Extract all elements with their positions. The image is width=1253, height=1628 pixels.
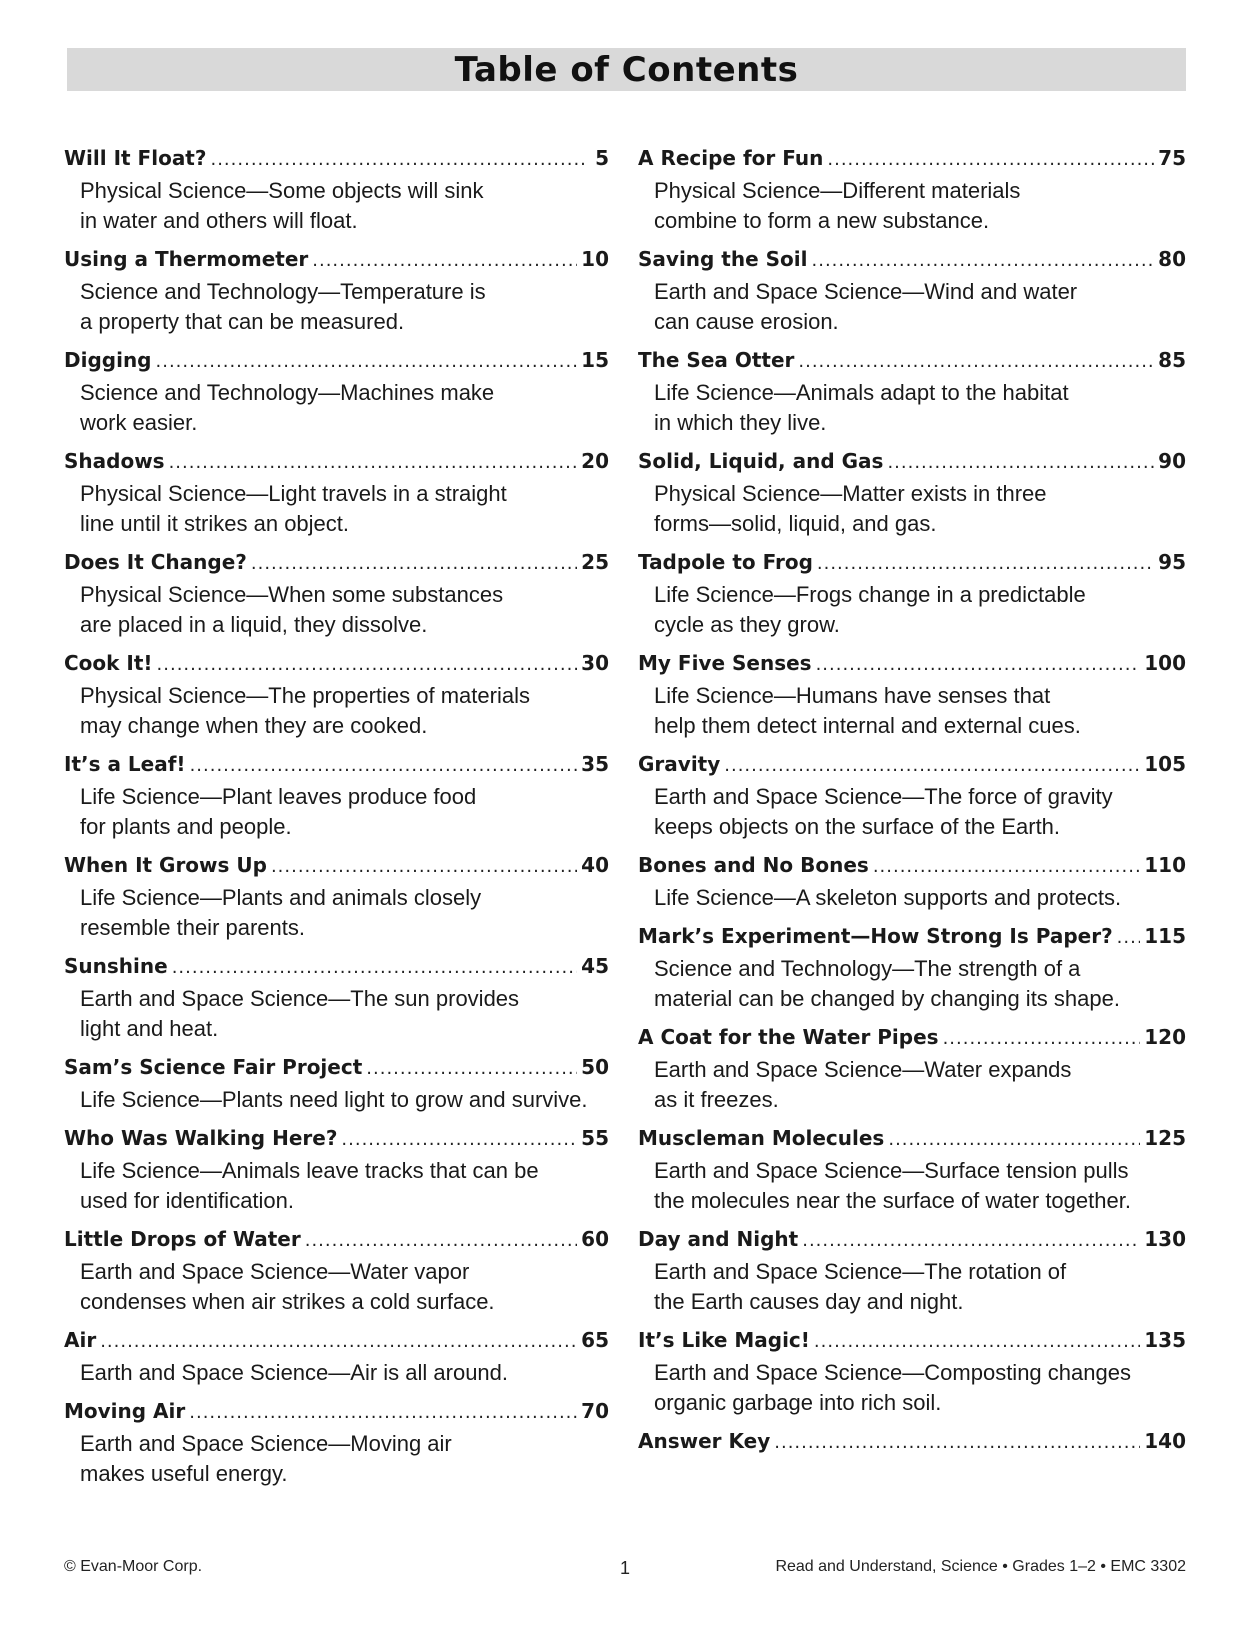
toc-entry-title: Muscleman Molecules [638, 1126, 885, 1150]
toc-entry-page: 110 [1144, 853, 1186, 877]
toc-entry-title: Day and Night [638, 1227, 799, 1251]
toc-entry-description-line: light and heat. [80, 1016, 219, 1041]
toc-entry-heading [64, 550, 609, 580]
toc-entry [64, 853, 609, 943]
toc-entry-title: Does It Change? [64, 550, 247, 574]
toc-entry-description-line: Physical Science—Light travels in a straight [80, 481, 507, 506]
toc-entry [64, 1328, 609, 1388]
toc-entry-heading [638, 752, 1186, 782]
toc-entry-heading [64, 1328, 609, 1358]
dot-leader [172, 957, 577, 978]
dot-leader [341, 1129, 577, 1150]
toc-entry-page: 30 [581, 651, 609, 675]
toc-entry-description-line: Earth and Space Science—The rotation of [654, 1259, 1067, 1284]
dot-leader [190, 755, 578, 776]
toc-entry-description-line: Earth and Space Science—Surface tension pulls [654, 1158, 1129, 1183]
toc-entry-title: A Coat for the Water Pipes [638, 1025, 939, 1049]
toc-entry-description [638, 580, 1186, 640]
toc-entry-description [638, 378, 1186, 438]
toc-entry [64, 146, 609, 236]
toc-entry-heading [64, 752, 609, 782]
toc-entry [64, 1055, 609, 1115]
toc-entry [638, 348, 1186, 438]
toc-entry-description [64, 984, 609, 1044]
toc-entry [64, 752, 609, 842]
toc-entry [638, 247, 1186, 337]
toc-entry-page: 75 [1158, 146, 1186, 170]
dot-leader [1117, 927, 1141, 948]
toc-entry-description-line: used for identification. [80, 1188, 295, 1213]
dot-leader [100, 1331, 577, 1352]
toc-entry-description-line: material can be changed by changing its shape. [654, 986, 1120, 1011]
toc-entry-page: 95 [1158, 550, 1186, 574]
toc-entry-description [64, 883, 609, 943]
toc-entry [638, 146, 1186, 236]
toc-entry-description-line: Physical Science—The properties of materials [80, 683, 530, 708]
toc-entry-description [638, 1055, 1186, 1115]
toc-entry-heading [638, 1328, 1186, 1358]
toc-entry-description-line: Life Science—Humans have senses that [654, 683, 1051, 708]
toc-entry-page: 100 [1144, 651, 1186, 675]
toc-entry-heading [64, 348, 609, 378]
toc-entry-description-line: makes useful energy. [80, 1461, 288, 1486]
dot-leader [943, 1028, 1141, 1049]
dot-leader [271, 856, 577, 877]
toc-entry-title: Tadpole to Frog [638, 550, 813, 574]
toc-entry-page: 15 [581, 348, 609, 372]
toc-entry-description [638, 782, 1186, 842]
toc-entry-page: 80 [1158, 247, 1186, 271]
toc-entry-heading [638, 1429, 1186, 1459]
toc-entry-heading [638, 449, 1186, 479]
toc-entry-heading [638, 651, 1186, 681]
toc-entry-description-line: Science and Technology—The strength of a [654, 956, 1081, 981]
toc-entry-description-line: in which they live. [654, 410, 827, 435]
toc-entry-description-line: the Earth causes day and night. [654, 1289, 964, 1314]
toc-entry-page: 45 [581, 954, 609, 978]
page-footer [64, 1558, 1186, 1582]
dot-leader [814, 1331, 1140, 1352]
toc-entry-description-line: Earth and Space Science—Water expands [654, 1057, 1072, 1082]
toc-entry-description [638, 176, 1186, 236]
toc-entry-description-line: can cause erosion. [654, 309, 839, 334]
toc-entry-description [638, 1358, 1186, 1418]
toc-entry-description [638, 1156, 1186, 1216]
toc-entry-description-line: Physical Science—Matter exists in three [654, 481, 1047, 506]
toc-entry-title: Answer Key [638, 1429, 771, 1453]
toc-entry-description-line: Physical Science—Different materials [654, 178, 1021, 203]
toc-entry-description-line: help them detect internal and external cues. [654, 713, 1081, 738]
toc-entry-title: Mark’s Experiment—How Strong Is Paper? [638, 924, 1113, 948]
toc-entry [64, 247, 609, 337]
toc-entry-description-line: Life Science—A skeleton supports and protects. [654, 885, 1122, 910]
dot-leader [210, 149, 585, 170]
toc-entry [64, 1126, 609, 1216]
toc-entry-description-line: Earth and Space Science—Air is all around. [80, 1360, 509, 1385]
toc-entry [638, 449, 1186, 539]
toc-entry-description [64, 580, 609, 640]
toc-entry-description [638, 883, 1186, 913]
toc-entry-title: Solid, Liquid, and Gas [638, 449, 884, 473]
toc-entry [64, 348, 609, 438]
toc-entry [638, 1025, 1186, 1115]
toc-entry-description [638, 479, 1186, 539]
toc-entry-description-line: Life Science—Frogs change in a predictable [654, 582, 1086, 607]
toc-entry-heading [64, 1055, 609, 1085]
toc-entry-description [638, 277, 1186, 337]
dot-leader [157, 654, 578, 675]
toc-entry-page: 55 [581, 1126, 609, 1150]
toc-left-column [64, 146, 609, 1500]
dot-leader [189, 1402, 577, 1423]
toc-entry [638, 1227, 1186, 1317]
toc-entry-description [64, 1358, 609, 1388]
toc-entry-heading [64, 1126, 609, 1156]
dot-leader [817, 553, 1154, 574]
toc-entry-description-line: Physical Science—Some objects will sink [80, 178, 484, 203]
toc-entry-page: 10 [581, 247, 609, 271]
toc-entry-description-line: Science and Technology—Machines make [80, 380, 495, 405]
toc-entry-description-line: combine to form a new substance. [654, 208, 990, 233]
dot-leader [312, 250, 577, 271]
toc-entry-title: Will It Float? [64, 146, 207, 170]
toc-entry-title: Moving Air [64, 1399, 186, 1423]
toc-entry [638, 550, 1186, 640]
toc-entry-page: 50 [581, 1055, 609, 1079]
toc-entry-heading [638, 1126, 1186, 1156]
toc-entry-description-line: a property that can be measured. [80, 309, 405, 334]
toc-entry-description-line: forms—solid, liquid, and gas. [654, 511, 937, 536]
toc-entry-page: 65 [581, 1328, 609, 1352]
toc-entry [64, 651, 609, 741]
toc-entry-heading [638, 146, 1186, 176]
toc-entry [64, 1399, 609, 1489]
toc-entry-title: Air [64, 1328, 97, 1352]
toc-entry [638, 1429, 1186, 1459]
toc-entry-title: Saving the Soil [638, 247, 808, 271]
footer-page-number: 1 [619, 1558, 630, 1578]
toc-entry-page: 130 [1144, 1227, 1186, 1251]
dot-leader [305, 1230, 577, 1251]
toc-entry-description-line: keeps objects on the surface of the Earth. [654, 814, 1061, 839]
dot-leader [802, 1230, 1140, 1251]
toc-entry-heading [638, 1025, 1186, 1055]
toc-entry-page: 25 [581, 550, 609, 574]
toc-entry-heading [64, 146, 609, 176]
toc-entry-description [64, 277, 609, 337]
toc-entry-description-line: Earth and Space Science—Moving air [80, 1431, 452, 1456]
toc-entry-page: 140 [1144, 1429, 1186, 1453]
dot-leader [774, 1432, 1140, 1453]
toc-entry-description-line: Life Science—Plant leaves produce food [80, 784, 477, 809]
footer-copyright: © Evan-Moor Corp. [64, 1558, 203, 1575]
toc-entry-heading [638, 924, 1186, 954]
toc-entry-heading [638, 1227, 1186, 1257]
toc-entry-title: Little Drops of Water [64, 1227, 301, 1251]
toc-entry-description-line: are placed in a liquid, they dissolve. [80, 612, 428, 637]
page-title: Table of Contents [454, 49, 799, 90]
toc-entry-heading [64, 853, 609, 883]
toc-entry-title: Digging [64, 348, 152, 372]
toc-entry-title: Using a Thermometer [64, 247, 309, 271]
toc-entry-description [638, 681, 1186, 741]
toc-entry-heading [64, 1227, 609, 1257]
toc-entry-description [638, 1257, 1186, 1317]
toc-entry-description-line: the molecules near the surface of water together. [654, 1188, 1131, 1213]
toc-entry-heading [64, 651, 609, 681]
toc-entry [64, 449, 609, 539]
toc-entry-description [64, 176, 609, 236]
dot-leader [724, 755, 1140, 776]
toc-entry-heading [64, 449, 609, 479]
toc-entry-heading [638, 348, 1186, 378]
toc-entry-heading [638, 550, 1186, 580]
toc-entry-heading [638, 247, 1186, 277]
toc-right-column [638, 146, 1186, 1470]
toc-entry [638, 1126, 1186, 1216]
toc-entry-description-line: Earth and Space Science—Wind and water [654, 279, 1078, 304]
toc-entry-title: It’s Like Magic! [638, 1328, 810, 1352]
toc-entry-description [64, 1429, 609, 1489]
toc-entry-title: My Five Senses [638, 651, 812, 675]
toc-entry-title: Who Was Walking Here? [64, 1126, 338, 1150]
dot-leader [873, 856, 1140, 877]
toc-entry-description-line: Earth and Space Science—Composting changes [654, 1360, 1131, 1385]
dot-leader [812, 250, 1155, 271]
toc-entry-title: Shadows [64, 449, 165, 473]
dot-leader [816, 654, 1141, 675]
toc-entry-page: 120 [1144, 1025, 1186, 1049]
toc-entry-heading [64, 247, 609, 277]
dot-leader [169, 452, 578, 473]
toc-entry-description-line: line until it strikes an object. [80, 511, 350, 536]
toc-entry-description [64, 1257, 609, 1317]
toc-entry [64, 1227, 609, 1317]
dot-leader [888, 1129, 1140, 1150]
toc-entry-description-line: Earth and Space Science—The force of gravity [654, 784, 1113, 809]
toc-entry-page: 135 [1144, 1328, 1186, 1352]
toc-entry-description-line: Physical Science—When some substances [80, 582, 504, 607]
toc-entry-description-line: for plants and people. [80, 814, 292, 839]
toc-entry [638, 1328, 1186, 1418]
toc-entry-description [64, 378, 609, 438]
dot-leader [798, 351, 1154, 372]
toc-entry-title: When It Grows Up [64, 853, 267, 877]
toc-entry-title: Bones and No Bones [638, 853, 869, 877]
toc-entry-description-line: organic garbage into rich soil. [654, 1390, 942, 1415]
footer-publication-info: Read and Understand, Science • Grades 1–2 • EMC 3302 [775, 1558, 1186, 1575]
dot-leader [827, 149, 1154, 170]
toc-entry-description [638, 954, 1186, 1014]
title-bar [67, 48, 1186, 91]
dot-leader [251, 553, 577, 574]
toc-entry-page: 90 [1158, 449, 1186, 473]
toc-entry-title: Cook It! [64, 651, 153, 675]
toc-entry-description-line: Life Science—Plants need light to grow and survive. [80, 1087, 588, 1112]
toc-entry-heading [64, 954, 609, 984]
toc-entry [638, 651, 1186, 741]
toc-entry-description-line: Earth and Space Science—Water vapor [80, 1259, 470, 1284]
toc-entry-description-line: condenses when air strikes a cold surface. [80, 1289, 495, 1314]
toc-entry-title: Sam’s Science Fair Project [64, 1055, 363, 1079]
toc-entry-page: 5 [595, 146, 609, 170]
toc-entry-page: 60 [581, 1227, 609, 1251]
toc-entry-description [64, 782, 609, 842]
toc-entry-description-line: may change when they are cooked. [80, 713, 428, 738]
toc-entry-description-line: Life Science—Plants and animals closely [80, 885, 482, 910]
toc-entry-description-line: in water and others will float. [80, 208, 358, 233]
toc-entry-description-line: Earth and Space Science—The sun provides [80, 986, 520, 1011]
toc-entry-description-line: work easier. [80, 410, 198, 435]
toc-entry [638, 853, 1186, 913]
toc-entry-page: 115 [1144, 924, 1186, 948]
toc-entry-description-line: Life Science—Animals adapt to the habitat [654, 380, 1069, 405]
toc-entry [64, 954, 609, 1044]
toc-entry-description [64, 1156, 609, 1216]
toc-entry-title: It’s a Leaf! [64, 752, 186, 776]
toc-entry-page: 40 [581, 853, 609, 877]
toc-entry-description [64, 681, 609, 741]
toc-entry-description-line: Life Science—Animals leave tracks that can be [80, 1158, 539, 1183]
toc-entry-description-line: as it freezes. [654, 1087, 779, 1112]
toc-entry-page: 70 [581, 1399, 609, 1423]
dot-leader [887, 452, 1154, 473]
toc-entry-description [64, 1085, 609, 1115]
toc-entry-page: 20 [581, 449, 609, 473]
toc-entry-description-line: cycle as they grow. [654, 612, 840, 637]
toc-entry-title: The Sea Otter [638, 348, 795, 372]
toc-entry-title: Sunshine [64, 954, 168, 978]
toc-entry-description [64, 479, 609, 539]
dot-leader [366, 1058, 577, 1079]
dot-leader [156, 351, 578, 372]
toc-entry-page: 35 [581, 752, 609, 776]
toc-entry-page: 85 [1158, 348, 1186, 372]
toc-entry [638, 924, 1186, 1014]
toc-entry-description-line: resemble their parents. [80, 915, 305, 940]
toc-entry-heading [64, 1399, 609, 1429]
toc-entry [638, 752, 1186, 842]
toc-entry [64, 550, 609, 640]
toc-entry-page: 125 [1144, 1126, 1186, 1150]
toc-entry-title: Gravity [638, 752, 721, 776]
toc-entry-heading [638, 853, 1186, 883]
toc-entry-title: A Recipe for Fun [638, 146, 824, 170]
toc-entry-page: 105 [1144, 752, 1186, 776]
toc-entry-description-line: Science and Technology—Temperature is [80, 279, 486, 304]
